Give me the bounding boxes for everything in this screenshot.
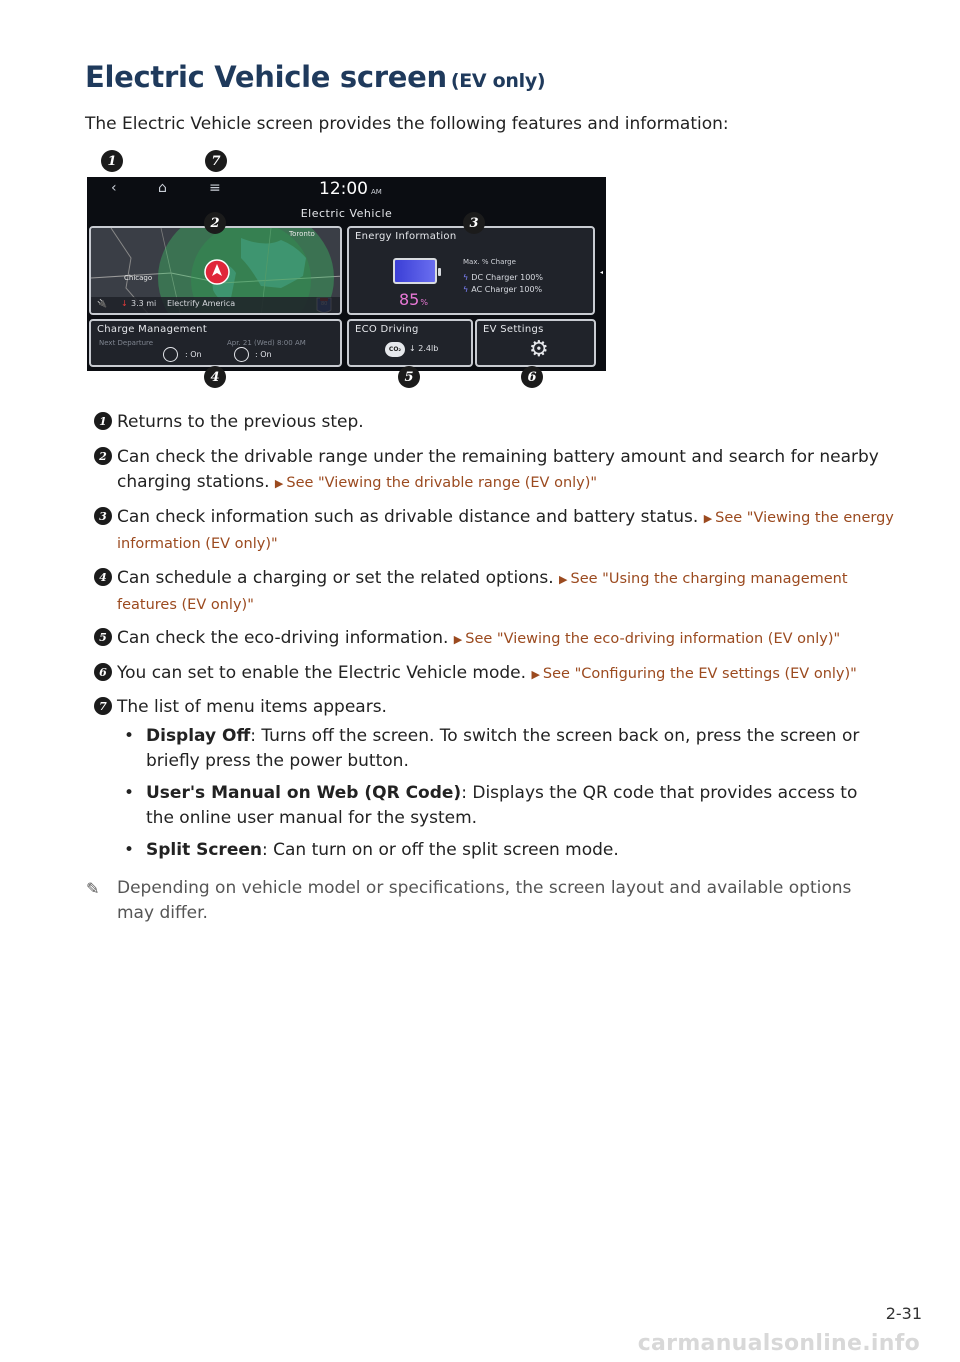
bullet-item: • Split Screen: Can turn on or off the split screen mode. — [124, 838, 884, 863]
screen-top-bar — [87, 177, 606, 201]
item-number: 6 — [94, 663, 112, 681]
cross-reference-link[interactable]: ▶ See "Configuring the EV settings (EV only)" — [531, 666, 857, 682]
ev-settings-panel[interactable] — [475, 319, 596, 367]
clock-plug-icon — [163, 347, 178, 362]
next-departure-label: Next Departure — [99, 339, 154, 347]
title-suffix: (EV only) — [450, 70, 546, 92]
clock: 12:00 AM — [319, 179, 382, 199]
list-item: 2 Can check the drivable range under the remaining battery amount and search for nearby charging stations. ▶ See "Viewing the drivable range (EV only)" — [94, 445, 894, 496]
map-panel[interactable] — [89, 226, 342, 315]
cross-reference-link[interactable]: ▶ See "Viewing the eco-driving information (EV only)" — [453, 631, 841, 647]
energy-information-panel[interactable] — [347, 226, 595, 315]
panel-title: EV Settings — [483, 324, 544, 335]
co2-saved-value: ↓ 2.4lb — [409, 344, 439, 353]
item-number: 3 — [94, 507, 112, 525]
item-number: 1 — [94, 412, 112, 430]
map-city-label: Toronto — [289, 230, 315, 238]
charge-management-panel[interactable] — [89, 319, 342, 367]
callout-4: 4 — [204, 366, 226, 388]
climate-status: : On — [255, 350, 272, 359]
item-number: 4 — [94, 568, 112, 586]
page-number: 2-31 — [885, 1304, 922, 1323]
pencil-note-icon: ✎ — [86, 879, 100, 898]
range-value: 3.3 mi — [131, 299, 157, 308]
note: ✎ Depending on vehicle model or specifications, the screen layout and available options may differ. — [86, 878, 852, 923]
list-item: 5 Can check the eco-driving information. ▶ See "Viewing the eco-driving information (EV only)" — [94, 626, 894, 652]
panel-title: Energy Information — [355, 231, 457, 242]
bullet-item: • User's Manual on Web (QR Code): Displays the QR code that provides access to the online user manual for the system. — [124, 783, 858, 828]
plug-icon: 🔌 — [97, 299, 107, 308]
ac-charger-line: ϟ AC Charger 100% — [463, 285, 543, 294]
callout-7: 7 — [205, 150, 227, 172]
bullet-dot: • — [124, 726, 135, 746]
battery-percent: 85% — [399, 290, 428, 309]
clock-fan-icon — [234, 347, 249, 362]
list-item: 4 Can schedule a charging or set the related options. ▶ See "Using the charging management features (EV only)" — [94, 566, 894, 618]
list-item: 6 You can set to enable the Electric Vehicle mode. ▶ See "Configuring the EV settings (EV only)" — [94, 661, 894, 687]
ev-screen-figure — [87, 177, 606, 371]
item-number: 2 — [94, 447, 112, 465]
bullet-item: • Display Off: Turns off the screen. To switch the screen back on, press the screen or briefly press the power button. — [124, 726, 860, 771]
list-item: 3 Can check information such as drivable distance and battery status. ▶ See "Viewing the energy information (EV only)" — [94, 505, 894, 557]
bolt-icon: ϟ — [463, 273, 469, 282]
callout-1: 1 — [101, 150, 123, 172]
co2-icon: CO₂ — [385, 342, 405, 357]
callout-6: 6 — [521, 366, 543, 388]
cross-reference-link[interactable]: ▶ See "Using the charging management features (EV only)" — [117, 571, 848, 613]
callout-5: 5 — [398, 366, 420, 388]
departure-date: Apr. 21 (Wed) 8:00 AM — [227, 339, 306, 347]
charge-status: : On — [185, 350, 202, 359]
max-charge-label: Max. % Charge — [463, 258, 516, 266]
cross-reference-link[interactable]: ▶ See "Viewing the drivable range (EV only)" — [274, 475, 598, 491]
map-city-label: Chicago — [124, 274, 153, 282]
back-icon[interactable]: ‹ — [111, 180, 117, 196]
dc-charger-line: ϟ DC Charger 100% — [463, 273, 543, 282]
callout-3: 3 — [463, 212, 485, 234]
cross-reference-link[interactable]: ▶ See "Viewing the energy information (EV only)" — [117, 510, 894, 552]
side-tab-arrow-icon[interactable]: ◂ — [600, 269, 604, 276]
callout-2: 2 — [204, 212, 226, 234]
watermark: carmanualsonline.info — [637, 1331, 920, 1356]
arrow-down-icon: ↓ — [121, 299, 128, 308]
battery-icon — [393, 258, 437, 284]
eco-driving-panel[interactable] — [347, 319, 473, 367]
panel-title: Charge Management — [97, 324, 208, 335]
gear-icon: ⚙ — [529, 337, 549, 362]
bullet-dot: • — [124, 783, 135, 803]
bolt-icon: ϟ — [463, 285, 469, 294]
bullet-dot: • — [124, 840, 135, 860]
home-icon[interactable]: ⌂ — [158, 180, 167, 196]
item-number: 7 — [94, 697, 112, 715]
list-item: 7 The list of menu items appears. — [94, 695, 894, 720]
page-title: Electric Vehicle screen (EV only) — [85, 60, 546, 94]
intro-text: The Electric Vehicle screen provides the following features and information: — [85, 114, 729, 134]
menu-icon[interactable]: ≡ — [209, 180, 221, 196]
panel-title: ECO Driving — [355, 324, 419, 335]
list-item: 1 Returns to the previous step. — [94, 410, 894, 435]
screen-heading: Electric Vehicle — [300, 207, 393, 220]
charging-network: Electrify America — [167, 299, 236, 308]
item-number: 5 — [94, 628, 112, 646]
map-footer — [91, 297, 340, 313]
